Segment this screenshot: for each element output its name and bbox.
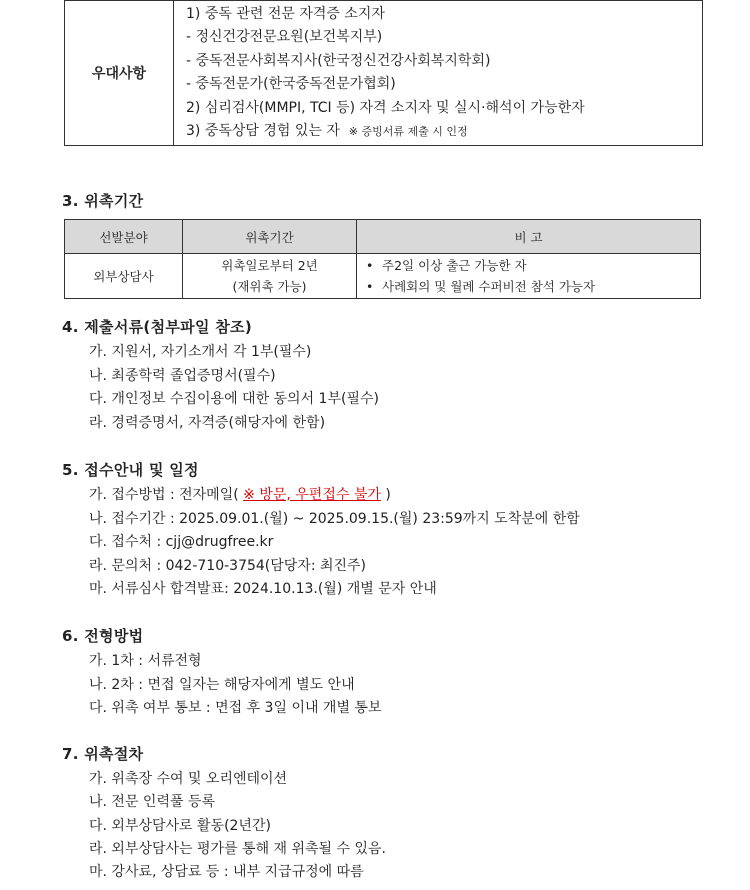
section7-item: 라. 외부상담사는 평가를 통해 재 위촉될 수 있음. [89, 841, 387, 857]
preference-note: ※ 증빙서류 제출 시 인정 [348, 124, 468, 138]
preference-line: - 중독전문가(한국중독전문가협회) [186, 76, 396, 93]
preference-list [174, 1, 703, 146]
section7-title: 7. 위촉절차 [62, 745, 144, 763]
preference-line: - 중독전문사회복지사(한국정신건강사회복지학회) [186, 52, 491, 69]
term-table [64, 219, 701, 299]
section4-item: 라. 경력증명서, 자격증(해당자에 한함) [89, 415, 326, 431]
section4-title: 4. 제출서류(첨부파일 참조) [62, 318, 252, 336]
preference-line: 2) 심리검사(MMPI, TCI 등) 자격 소지자 및 실시·해석이 가능한자 [186, 99, 585, 116]
method-prefix: 가. 접수방법 : 전자메일( [89, 487, 239, 503]
section7-item: 마. 강사료, 상담료 등 : 내부 지급규정에 따름 [89, 864, 364, 880]
bullet-icon: • [366, 258, 374, 273]
remark-item [358, 255, 699, 276]
section6-title: 6. 전형방법 [62, 627, 144, 645]
preference-label: 우대사항 [65, 1, 174, 146]
preference-line-with-note [186, 120, 702, 143]
section4-item: 다. 개인정보 수집이용에 대한 동의서 1부(필수) [89, 391, 379, 407]
term-field: 외부상담사 [65, 254, 183, 299]
term-header-remark: 비 고 [357, 220, 701, 254]
section5-method [89, 484, 391, 504]
term-period-line2: (재위촉 가능) [232, 279, 307, 294]
section5-item: 나. 접수기간 : 2025.09.01.(월) ~ 2025.09.15.(월) 23:59까지 도착분에 한함 [89, 511, 580, 527]
section5-title: 5. 접수안내 및 일정 [62, 461, 199, 479]
remark-text: 주2일 이상 출근 가능한 자 [382, 258, 527, 273]
term-header-period: 위촉기간 [183, 220, 357, 254]
section3-title: 3. 위촉기간 [62, 192, 144, 210]
term-header-field: 선발분야 [65, 220, 183, 254]
method-suffix: ) [385, 487, 391, 503]
section6-item: 가. 1차 : 서류전형 [89, 653, 202, 669]
section4-item: 나. 최종학력 졸업증명서(필수) [89, 368, 276, 384]
bullet-icon: • [366, 279, 374, 294]
section7-item: 다. 외부상담사로 활동(2년간) [89, 818, 271, 834]
preference-line: 3) 중독상담 경험 있는 자 [186, 122, 340, 139]
term-period [183, 254, 357, 299]
preference-line: 1) 중독 관련 전문 자격증 소지자 [186, 6, 385, 22]
term-period-line1: 위촉일로부터 2년 [221, 258, 318, 273]
section5-item: 마. 서류심사 합격발표: 2024.10.13.(월) 개별 문자 안내 [89, 581, 437, 597]
section4-item: 가. 지원서, 자기소개서 각 1부(필수) [89, 344, 312, 360]
remark-text: 사례회의 및 월례 수퍼비전 참석 가능자 [382, 279, 596, 294]
section7-item: 가. 위촉장 수여 및 오리엔테이션 [89, 771, 288, 787]
section5-item: 다. 접수처 : cjj@drugfree.kr [89, 534, 274, 550]
section7-item: 나. 전문 인력풀 등록 [89, 794, 215, 810]
section6-item: 나. 2차 : 면접 일자는 해당자에게 별도 안내 [89, 677, 355, 693]
method-warning: ※ 방문, 우편접수 불가 [243, 487, 381, 503]
section5-item: 라. 문의처 : 042-710-3754(담당자: 최진주) [89, 558, 367, 574]
remark-item [358, 276, 699, 297]
section6-item: 다. 위촉 여부 통보 : 면접 후 3일 이내 개별 통보 [89, 700, 382, 716]
term-remarks [357, 254, 701, 299]
preference-table [64, 0, 703, 146]
preference-line: - 정신건강전문요원(보건복지부) [186, 29, 383, 46]
